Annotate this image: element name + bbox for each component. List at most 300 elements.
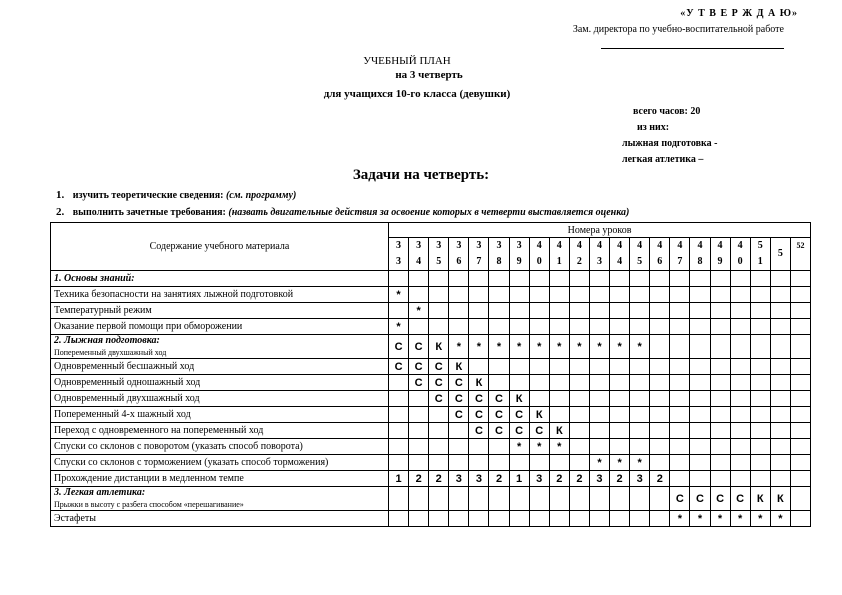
lesson-mark xyxy=(389,407,409,423)
lesson-mark xyxy=(610,375,630,391)
lesson-mark xyxy=(790,335,810,359)
table-row xyxy=(51,271,811,287)
lesson-mark xyxy=(409,287,429,303)
lesson-mark xyxy=(630,511,650,527)
lesson-mark xyxy=(650,455,670,471)
lesson-mark xyxy=(409,487,429,511)
lesson-mark xyxy=(790,303,810,319)
lesson-mark: * xyxy=(589,335,609,359)
lesson-mark xyxy=(589,391,609,407)
lesson-mark xyxy=(750,471,770,487)
lesson-mark xyxy=(710,319,730,335)
lesson-mark xyxy=(449,511,469,527)
lesson-mark: 3 xyxy=(529,471,549,487)
lesson-mark: * xyxy=(489,335,509,359)
lesson-mark xyxy=(509,359,529,375)
lesson-mark xyxy=(589,375,609,391)
lesson-mark: * xyxy=(710,511,730,527)
lesson-mark xyxy=(429,303,449,319)
lesson-mark: * xyxy=(409,303,429,319)
lesson-mark xyxy=(690,423,710,439)
lesson-mark: С xyxy=(429,359,449,375)
lesson-mark xyxy=(469,511,489,527)
table-row xyxy=(51,423,811,439)
lesson-mark xyxy=(790,407,810,423)
lesson-mark: 3 xyxy=(589,471,609,487)
lesson-mark: * xyxy=(730,511,750,527)
lesson-mark xyxy=(690,455,710,471)
lesson-mark xyxy=(429,487,449,511)
lesson-mark xyxy=(730,423,750,439)
lesson-mark xyxy=(770,439,790,455)
lesson-mark xyxy=(690,287,710,303)
lesson-mark xyxy=(589,487,609,511)
lesson-mark: 1 xyxy=(389,471,409,487)
lesson-mark: 2 xyxy=(409,471,429,487)
lesson-mark xyxy=(770,303,790,319)
lesson-mark xyxy=(750,439,770,455)
lesson-mark xyxy=(529,487,549,511)
lesson-mark: * xyxy=(690,511,710,527)
lesson-mark xyxy=(429,511,449,527)
lesson-mark xyxy=(630,407,650,423)
table-row xyxy=(51,335,811,359)
lesson-mark xyxy=(650,271,670,287)
table-row xyxy=(51,407,811,423)
lesson-mark xyxy=(730,319,750,335)
lesson-mark xyxy=(489,455,509,471)
lesson-mark: С xyxy=(449,391,469,407)
lesson-mark: С xyxy=(469,391,489,407)
lesson-mark xyxy=(549,271,569,287)
lesson-mark: С xyxy=(429,375,449,391)
lesson-mark xyxy=(650,303,670,319)
row-label: Одновременный одношажный ход xyxy=(51,375,389,391)
row-label: Техника безопасности на занятиях лыжной подготовкой xyxy=(51,287,389,303)
lesson-mark xyxy=(650,407,670,423)
lesson-mark: 2 xyxy=(489,471,509,487)
lesson-mark: * xyxy=(589,455,609,471)
table-row xyxy=(51,439,811,455)
lesson-mark xyxy=(770,375,790,391)
lesson-mark xyxy=(549,319,569,335)
lesson-mark: К xyxy=(770,487,790,511)
lesson-number: 3 3 xyxy=(389,238,409,271)
lesson-mark: * xyxy=(509,439,529,455)
lesson-mark xyxy=(650,487,670,511)
lesson-mark xyxy=(790,455,810,471)
lesson-mark xyxy=(389,511,409,527)
lesson-mark xyxy=(730,359,750,375)
lesson-mark: С xyxy=(409,375,429,391)
lesson-number: 4 3 xyxy=(589,238,609,271)
lesson-mark xyxy=(730,375,750,391)
table-row xyxy=(51,375,811,391)
lesson-mark xyxy=(730,439,750,455)
lesson-mark xyxy=(670,287,690,303)
lesson-mark xyxy=(409,455,429,471)
lesson-mark xyxy=(449,439,469,455)
lesson-mark xyxy=(630,487,650,511)
lesson-mark: * xyxy=(529,335,549,359)
lesson-mark xyxy=(469,271,489,287)
signature-line xyxy=(601,48,784,49)
plan-title: УЧЕБНЫЙ ПЛАН xyxy=(363,55,451,67)
lesson-mark xyxy=(670,407,690,423)
row-label: Оказание первой помощи при обморожении xyxy=(51,319,389,335)
lesson-mark xyxy=(750,423,770,439)
lesson-mark: К xyxy=(429,335,449,359)
lesson-mark: 2 xyxy=(610,471,630,487)
lesson-mark xyxy=(610,287,630,303)
lesson-mark: 3 xyxy=(469,471,489,487)
table-row xyxy=(51,487,811,511)
lesson-number: 4 4 xyxy=(610,238,630,271)
lesson-mark xyxy=(610,303,630,319)
lesson-mark: * xyxy=(469,335,489,359)
lesson-number: 4 1 xyxy=(549,238,569,271)
lesson-mark: С xyxy=(409,359,429,375)
table-row xyxy=(51,287,811,303)
lesson-mark: С xyxy=(449,407,469,423)
lesson-mark xyxy=(589,319,609,335)
lesson-mark xyxy=(509,287,529,303)
task-note: (см. программу) xyxy=(225,190,297,201)
lesson-number: 5 1 xyxy=(750,238,770,271)
lesson-mark xyxy=(449,455,469,471)
lesson-mark xyxy=(509,319,529,335)
lesson-mark: 2 xyxy=(429,471,449,487)
lesson-mark xyxy=(770,271,790,287)
lesson-mark: С xyxy=(489,407,509,423)
lesson-mark: 2 xyxy=(569,471,589,487)
lesson-mark: С xyxy=(529,423,549,439)
lesson-mark: С xyxy=(469,407,489,423)
lesson-mark xyxy=(589,423,609,439)
lesson-mark xyxy=(509,375,529,391)
lesson-mark xyxy=(710,423,730,439)
lesson-mark xyxy=(690,407,710,423)
row-label: Переход с одновременного на попеременный ход xyxy=(51,423,389,439)
lesson-mark xyxy=(509,455,529,471)
lesson-mark xyxy=(670,319,690,335)
lesson-mark xyxy=(409,511,429,527)
lesson-mark xyxy=(770,335,790,359)
lesson-mark xyxy=(529,375,549,391)
lesson-mark xyxy=(630,319,650,335)
lesson-mark xyxy=(389,375,409,391)
lesson-mark xyxy=(670,455,690,471)
lesson-number: 3 6 xyxy=(449,238,469,271)
lesson-mark xyxy=(690,375,710,391)
lesson-mark: 2 xyxy=(650,471,670,487)
lesson-mark xyxy=(690,319,710,335)
hours-ski: лыжная подготовка - xyxy=(622,138,718,149)
hours-athletics: легкая атлетика – xyxy=(622,154,704,165)
lesson-mark xyxy=(610,487,630,511)
table-row xyxy=(51,511,811,527)
lesson-mark xyxy=(770,391,790,407)
lesson-mark xyxy=(569,407,589,423)
row-label: 2. Лыжная подготовка: Попеременный двухшажный ход xyxy=(51,335,389,359)
lesson-mark xyxy=(790,511,810,527)
lesson-mark xyxy=(670,391,690,407)
row-label: Прохождение дистанции в медленном темпе xyxy=(51,471,389,487)
lesson-mark: 3 xyxy=(449,471,469,487)
lesson-mark: С xyxy=(730,487,750,511)
lesson-mark: К xyxy=(549,423,569,439)
lesson-mark xyxy=(750,391,770,407)
lesson-mark xyxy=(750,271,770,287)
lesson-mark xyxy=(710,287,730,303)
lesson-mark: * xyxy=(670,511,690,527)
lesson-mark: * xyxy=(569,335,589,359)
lesson-mark xyxy=(589,287,609,303)
lesson-mark xyxy=(549,391,569,407)
lesson-mark xyxy=(409,271,429,287)
lesson-mark: * xyxy=(389,319,409,335)
lesson-mark: С xyxy=(489,423,509,439)
lesson-mark xyxy=(790,423,810,439)
lesson-mark xyxy=(569,423,589,439)
lesson-number: 4 8 xyxy=(690,238,710,271)
lesson-number: 4 6 xyxy=(650,238,670,271)
lesson-mark xyxy=(389,423,409,439)
lesson-mark xyxy=(630,303,650,319)
table-row xyxy=(51,471,811,487)
lesson-number: 52 xyxy=(790,238,810,271)
lesson-mark xyxy=(690,359,710,375)
lesson-mark xyxy=(589,271,609,287)
row-label: Спуски со склонов с поворотом (указать способ поворота) xyxy=(51,439,389,455)
lesson-mark xyxy=(790,439,810,455)
lesson-mark xyxy=(569,455,589,471)
lesson-mark xyxy=(750,319,770,335)
lesson-mark xyxy=(509,271,529,287)
lesson-mark xyxy=(750,407,770,423)
row-label: Одновременный двухшажный ход xyxy=(51,391,389,407)
lesson-mark: С xyxy=(489,391,509,407)
row-label: Температурный режим xyxy=(51,303,389,319)
lesson-mark xyxy=(650,319,670,335)
lesson-mark xyxy=(650,423,670,439)
lesson-mark xyxy=(670,471,690,487)
lesson-mark: * xyxy=(770,511,790,527)
lesson-mark xyxy=(489,439,509,455)
lesson-mark xyxy=(529,287,549,303)
lesson-mark xyxy=(710,455,730,471)
lesson-mark xyxy=(690,303,710,319)
lesson-mark: * xyxy=(549,439,569,455)
lesson-mark xyxy=(790,319,810,335)
lesson-mark xyxy=(790,391,810,407)
lesson-mark xyxy=(770,407,790,423)
lesson-mark: К xyxy=(449,359,469,375)
lesson-mark: * xyxy=(549,335,569,359)
lesson-mark xyxy=(610,391,630,407)
lesson-mark xyxy=(690,335,710,359)
lesson-mark xyxy=(429,287,449,303)
lesson-mark xyxy=(710,359,730,375)
lesson-mark xyxy=(469,439,489,455)
lesson-mark xyxy=(770,287,790,303)
lesson-mark xyxy=(710,271,730,287)
lesson-mark xyxy=(549,359,569,375)
lesson-mark xyxy=(469,359,489,375)
lesson-mark xyxy=(610,319,630,335)
lesson-mark xyxy=(630,391,650,407)
lesson-mark xyxy=(730,407,750,423)
lesson-mark: С xyxy=(670,487,690,511)
lesson-mark xyxy=(670,423,690,439)
lesson-mark xyxy=(549,511,569,527)
lesson-mark xyxy=(569,511,589,527)
lesson-mark xyxy=(710,407,730,423)
lesson-mark xyxy=(690,439,710,455)
task-text: изучить теоретические сведения: xyxy=(72,190,224,201)
lesson-mark: С xyxy=(509,407,529,423)
lesson-number: 3 8 xyxy=(489,238,509,271)
lesson-mark: С xyxy=(469,423,489,439)
lesson-number: 4 0 xyxy=(730,238,750,271)
hours-total: всего часов: 20 xyxy=(633,106,701,117)
row-label: Эстафеты xyxy=(51,511,389,527)
curriculum-table xyxy=(50,222,811,527)
lesson-mark xyxy=(489,271,509,287)
lesson-mark xyxy=(389,455,409,471)
row-label: Спуски со склонов с торможением (указать способ торможения) xyxy=(51,455,389,471)
lesson-mark xyxy=(529,455,549,471)
hours-of-them: из них: xyxy=(637,122,670,133)
lesson-mark xyxy=(449,319,469,335)
lesson-number: 3 4 xyxy=(409,238,429,271)
lesson-mark xyxy=(710,303,730,319)
lesson-mark xyxy=(529,303,549,319)
lesson-mark xyxy=(569,439,589,455)
lesson-mark xyxy=(790,471,810,487)
lesson-mark xyxy=(630,375,650,391)
lesson-mark xyxy=(449,287,469,303)
lesson-mark xyxy=(549,487,569,511)
lesson-mark xyxy=(489,359,509,375)
lesson-mark xyxy=(670,303,690,319)
lesson-mark xyxy=(489,287,509,303)
lesson-mark xyxy=(529,271,549,287)
lesson-mark: * xyxy=(610,335,630,359)
lesson-mark: * xyxy=(529,439,549,455)
lesson-mark xyxy=(429,407,449,423)
lesson-mark xyxy=(630,287,650,303)
lesson-mark xyxy=(489,303,509,319)
lesson-mark xyxy=(730,271,750,287)
lesson-mark xyxy=(650,391,670,407)
lesson-mark xyxy=(549,375,569,391)
lesson-mark xyxy=(710,471,730,487)
lesson-mark xyxy=(710,335,730,359)
lesson-mark: * xyxy=(750,511,770,527)
lesson-mark xyxy=(589,359,609,375)
task-item xyxy=(56,189,296,201)
lesson-mark xyxy=(730,471,750,487)
lesson-mark xyxy=(389,271,409,287)
lesson-mark xyxy=(589,407,609,423)
lesson-mark xyxy=(770,423,790,439)
lesson-mark xyxy=(549,407,569,423)
lesson-mark xyxy=(469,303,489,319)
lesson-mark: К xyxy=(529,407,549,423)
lesson-mark xyxy=(389,439,409,455)
table-row xyxy=(51,359,811,375)
lesson-mark xyxy=(529,319,549,335)
lesson-mark xyxy=(730,335,750,359)
lesson-number: 4 7 xyxy=(670,238,690,271)
lesson-mark xyxy=(670,335,690,359)
lesson-mark xyxy=(469,319,489,335)
lesson-mark xyxy=(429,439,449,455)
lesson-mark xyxy=(569,319,589,335)
lesson-mark xyxy=(790,487,810,511)
lesson-number: 3 9 xyxy=(509,238,529,271)
lesson-mark xyxy=(449,423,469,439)
lesson-mark xyxy=(389,487,409,511)
lesson-mark xyxy=(630,271,650,287)
lesson-mark xyxy=(610,359,630,375)
lesson-mark: 2 xyxy=(549,471,569,487)
lesson-mark xyxy=(489,319,509,335)
lesson-mark xyxy=(389,391,409,407)
lesson-mark xyxy=(750,287,770,303)
lesson-mark xyxy=(690,471,710,487)
lessons-header: Номера уроков xyxy=(389,223,811,238)
lesson-mark xyxy=(630,439,650,455)
lesson-mark xyxy=(670,375,690,391)
lesson-mark xyxy=(409,423,429,439)
plan-quarter: на 3 четверть xyxy=(395,69,463,81)
lesson-mark xyxy=(690,271,710,287)
table-row xyxy=(51,319,811,335)
task-number: 1. xyxy=(56,189,65,201)
lesson-mark xyxy=(730,455,750,471)
lesson-mark xyxy=(469,487,489,511)
lesson-mark xyxy=(610,423,630,439)
lesson-number: 4 2 xyxy=(569,238,589,271)
lesson-mark xyxy=(449,487,469,511)
lesson-mark: * xyxy=(449,335,469,359)
lesson-mark xyxy=(670,439,690,455)
lesson-mark: С xyxy=(389,359,409,375)
lesson-mark: С xyxy=(429,391,449,407)
lesson-mark: К xyxy=(469,375,489,391)
lesson-mark: С xyxy=(710,487,730,511)
lesson-mark xyxy=(750,335,770,359)
lesson-mark xyxy=(589,303,609,319)
lesson-mark: * xyxy=(389,287,409,303)
lesson-mark: С xyxy=(389,335,409,359)
lesson-mark xyxy=(509,511,529,527)
lesson-mark xyxy=(429,455,449,471)
lesson-mark xyxy=(569,271,589,287)
task-item xyxy=(56,206,629,218)
lesson-mark xyxy=(569,375,589,391)
lesson-mark xyxy=(589,511,609,527)
lesson-mark xyxy=(670,271,690,287)
lesson-mark xyxy=(389,303,409,319)
lesson-mark: * xyxy=(630,335,650,359)
lesson-mark xyxy=(429,423,449,439)
lesson-mark xyxy=(610,439,630,455)
lesson-mark xyxy=(469,455,489,471)
lesson-mark xyxy=(710,439,730,455)
